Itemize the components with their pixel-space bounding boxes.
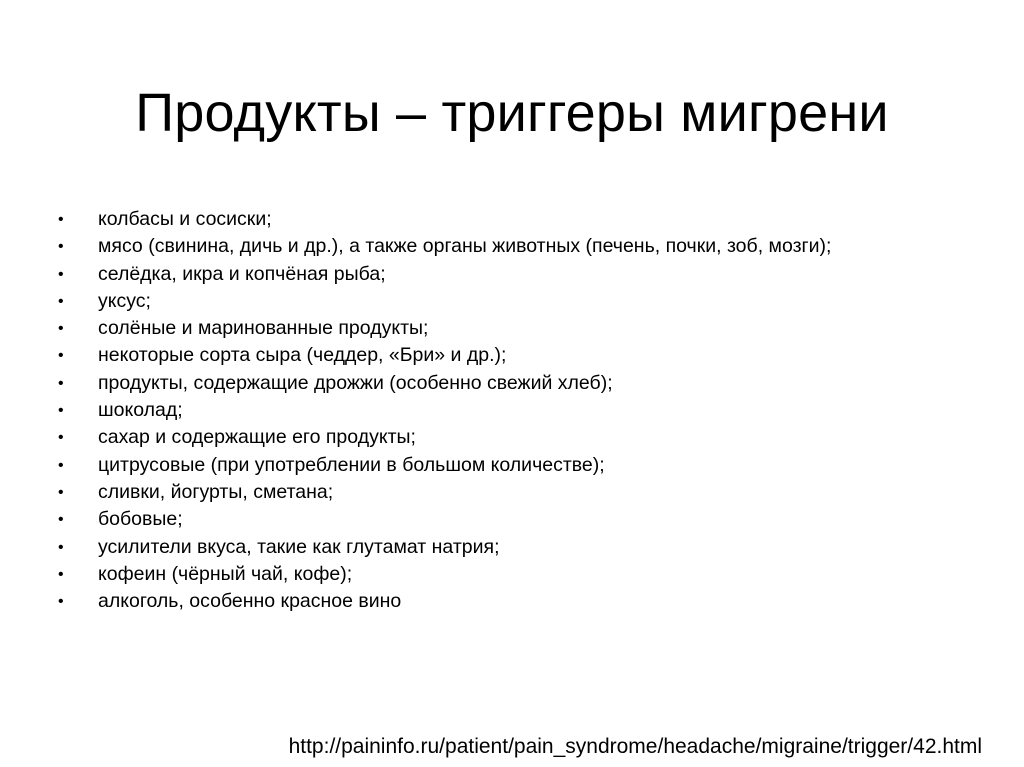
slide-title: Продукты – триггеры мигрени [135,83,889,144]
bullet-icon: • [58,483,64,501]
list-item [58,452,998,479]
trigger-food-list [58,206,998,615]
list-item-text: шоколад; [98,399,183,422]
bullet-icon: • [58,429,64,447]
list-item-text: колбасы и сосиски; [98,208,272,230]
list-item [58,315,998,342]
list-item-text: цитрусовые (при употреблении в большом количестве); [98,453,605,476]
list-item [58,479,998,506]
bullet-icon: • [58,456,64,474]
list-item [58,288,998,315]
bullet-icon: • [58,565,64,583]
list-item [58,534,998,561]
bullet-icon: • [58,211,64,228]
list-item [58,424,998,451]
list-item [58,233,998,260]
bullet-icon: • [58,593,64,611]
list-item-text: усилители вкуса, такие как глутамат натрия; [98,535,500,558]
bullet-icon: • [58,238,64,256]
bullet-icon: • [58,538,64,556]
bullet-icon: • [58,320,64,338]
list-item [58,342,998,369]
list-item [58,588,998,615]
list-item-text: солёные и маринованные продукты; [98,317,429,340]
list-item-text: уксус; [98,289,151,312]
list-item [58,206,998,233]
list-item [58,261,998,288]
bullet-icon: • [58,511,64,529]
list-item-text: алкоголь, особенно красное вино [98,590,402,613]
list-item [58,506,998,533]
list-item [58,370,998,397]
source-link[interactable]: http://paininfo.ru/patient/pain_syndrome/headache/migraine/trigger/42.html [288,735,982,758]
list-item-text: продукты, содержащие дрожжи (особенно свежий хлеб); [98,371,613,394]
list-item [58,561,998,588]
bullet-icon: • [58,265,64,283]
bullet-icon: • [58,374,64,392]
list-item-text: селёдка, икра и копчёная рыба; [98,262,386,285]
list-item-text: сливки, йогурты, сметана; [98,480,334,503]
list-item-text: кофеин (чёрный чай, кофе); [98,562,353,585]
list-item-text: бобовые; [98,508,183,531]
list-item-text: некоторые сорта сыра (чеддер, «Бри» и др.); [98,344,507,367]
list-item-text: сахар и содержащие его продукты; [98,426,416,449]
bullet-icon: • [58,292,64,310]
bullet-icon: • [58,402,64,420]
bullet-icon: • [58,347,64,365]
list-item-text: мясо (свинина, дичь и др.), а также органы животных (печень, почки, зоб, мозги); [98,235,832,258]
list-item [58,397,998,424]
